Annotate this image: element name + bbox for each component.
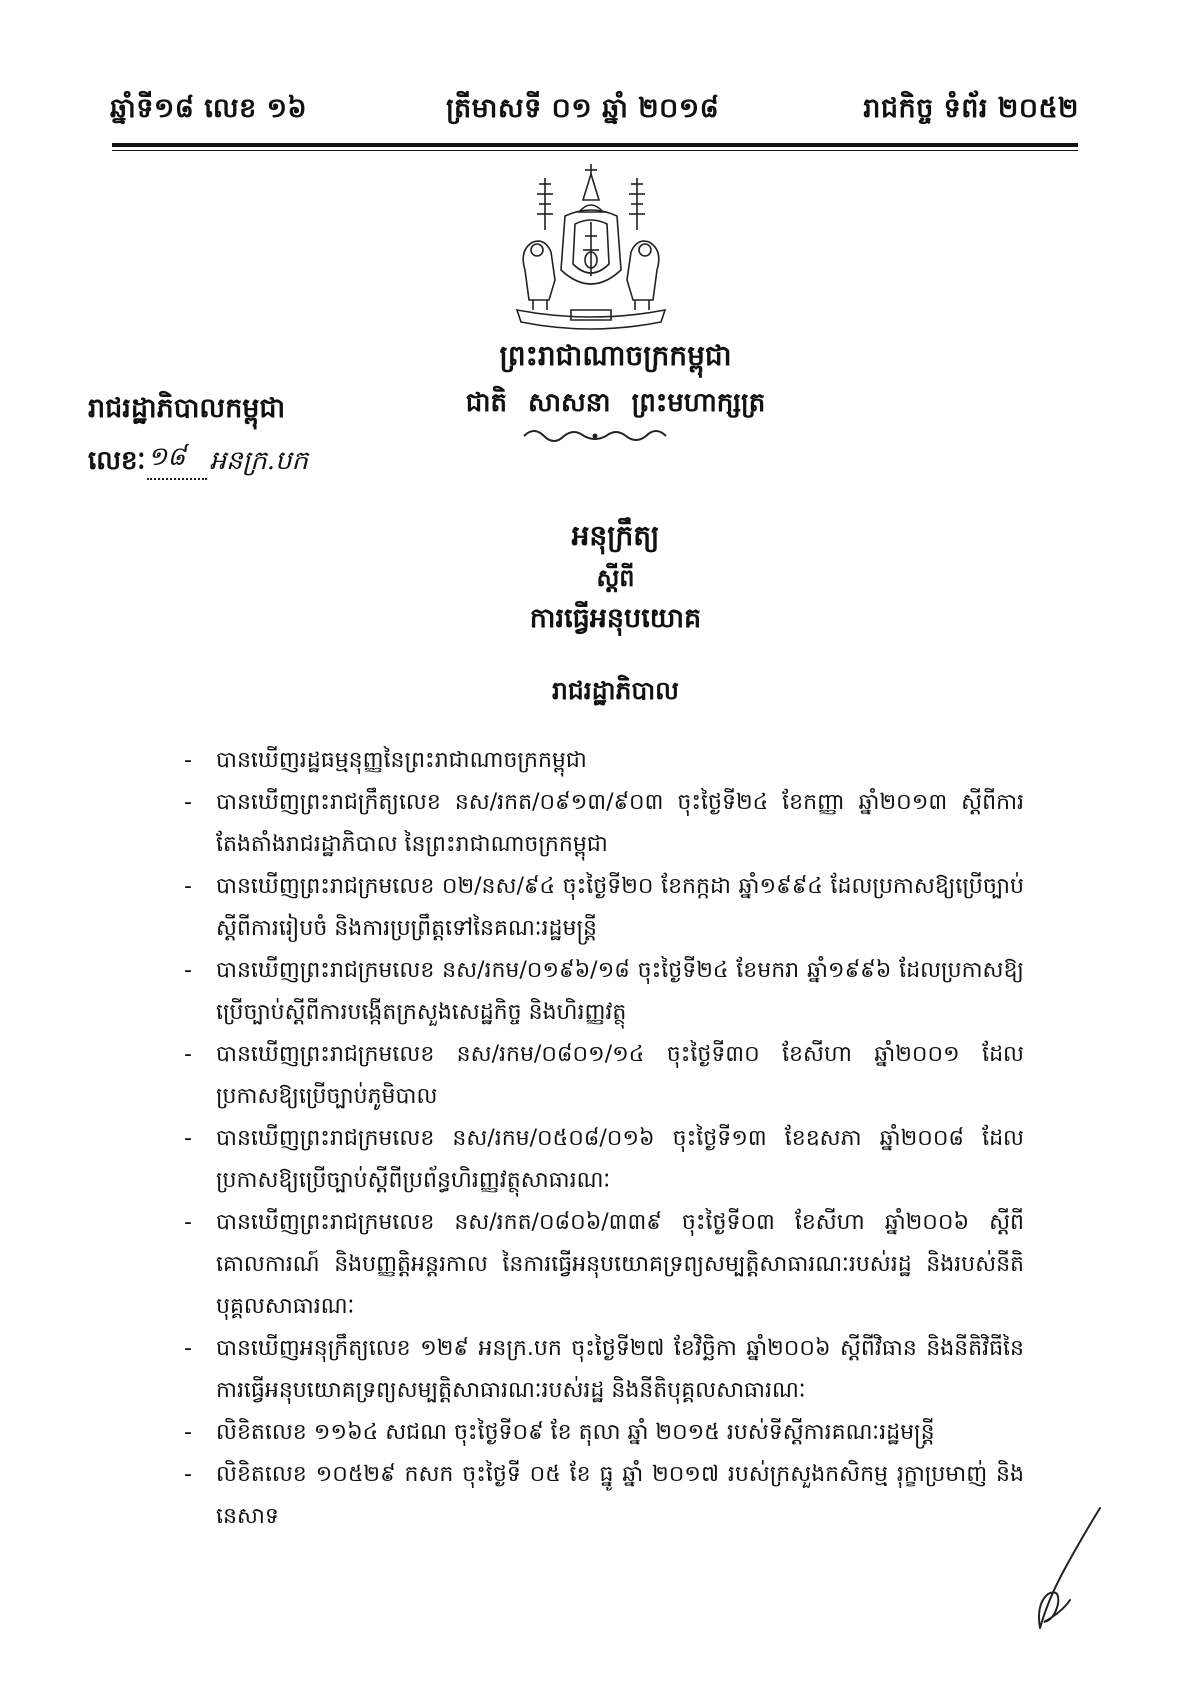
list-item: - បានឃើញអនុក្រឹត្យលេខ ១២៩ អនក្រ.បក ចុះថ្ងៃទី២៧ ខែវិច្ឆិកា ឆ្នាំ២០០៦ ស្តីពីវិធាន និងនីតិវិធីនៃការធ្វើអនុបយោគទ្រព្យសម្បត្តិសាធារណៈរបស់រដ្ឋ និងនីតិបុគ្គលសាធារណៈ [184, 1328, 1024, 1412]
kingdom-name: ព្រះរាជាណាចក្រកម្ពុជា [499, 339, 732, 372]
list-item: - បានឃើញព្រះរាជក្រមលេខ នស/រកម/០៨០១/១៤ ចុះថ្ងៃទី៣០ ខែសីហា ឆ្នាំ២០០១ ដែលប្រកាសឱ្យប្រើច្បាប់ភូមិបាល [184, 1034, 1024, 1118]
list-item: - បានឃើញរដ្ឋធម្មនុញ្ញនៃព្រះរាជាណាចក្រកម្ពុជា [184, 740, 1024, 782]
gazette-quarter: ត្រីមាសទី ០១ ឆ្នាំ ២០១៨ [446, 93, 720, 124]
considerations-list [184, 740, 1024, 1538]
reference-number-row [88, 440, 308, 482]
list-item: - បានឃើញព្រះរាជក្រមលេខ នស/រកម/០១៩៦/១៨ ចុះថ្ងៃទី២៤ ខែមករា ឆ្នាំ១៩៩៦ ដែលប្រកាសឱ្យប្រើច្បាប់ស្តីពីការបង្កើតក្រសួងសេដ្ឋកិច្ច និងហិរញ្ញវត្ថុ [184, 950, 1024, 1034]
document-subject: ការធ្វើអនុបយោគ [529, 603, 702, 634]
document-type: អនុក្រឹត្យ [571, 519, 660, 552]
reference-dotted-line [147, 440, 207, 480]
reference-suffix: អនក្រ.បក [209, 446, 308, 476]
reference-label: លេខៈ [88, 446, 146, 476]
list-item: - លិខិតលេខ ១១៦៤ សជណ ចុះថ្ងៃទី០៩ ខែ តុលា ឆ្នាំ ២០១៥ របស់ទីស្តីការគណៈរដ្ឋមន្ត្រី [184, 1412, 1024, 1454]
list-item: - បានឃើញព្រះរាជក្រឹត្យលេខ នស/រកត/០៩១៣/៩០៣ ចុះថ្ងៃទី២៤ ខែកញ្ញា ឆ្នាំ២០១៣ ស្តីពីការតែងតាំងរាជរដ្ឋាភិបាល នៃព្រះរាជាណាចក្រកម្ពុជា [184, 782, 1024, 866]
reference-number: ១៨ [147, 442, 186, 472]
enacting-authority: រាជរដ្ឋាភិបាល [552, 676, 679, 705]
national-motto: ជាតិ សាសនា ព្រះមហាក្សត្រ [465, 388, 766, 418]
royal-coat-of-arms-icon [505, 160, 677, 330]
list-item: - បានឃើញព្រះរាជក្រមលេខ នស/រកម/០៥០៨/០១៦ ចុះថ្ងៃទី១៣ ខែឧសភា ឆ្នាំ២០០៨ ដែលប្រកាសឱ្យប្រើច្បាប់ស្តីពីប្រព័ន្ធហិរញ្ញវត្ថុសាធារណៈ [184, 1118, 1024, 1202]
decorative-ornament-icon [520, 424, 670, 444]
document-about: ស្តីពី [596, 564, 635, 592]
gazette-page-number: រាជកិច្ច ទំព័រ ២០៥២ [863, 93, 1079, 124]
list-item: - បានឃើញព្រះរាជក្រមលេខ ០២/នស/៩៤ ចុះថ្ងៃទី២០ ខែកក្កដា ឆ្នាំ១៩៩៤ ដែលប្រកាសឱ្យប្រើច្បាប់ ស្តីពីការរៀបចំ និងការប្រព្រឹត្តទៅនៃគណៈរដ្ឋមន្ត្រី [184, 866, 1024, 950]
list-item: - បានឃើញព្រះរាជក្រមលេខ នស/រកត/០៨០៦/៣៣៩ ចុះថ្ងៃទី០៣ ខែសីហា ឆ្នាំ២០០៦ ស្តីពីគោលការណ៍ និងបញ្ញត្តិអន្តរកាល នៃការធ្វើអនុបយោគទ្រព្យសម្បត្តិសាធារណៈរបស់រដ្ឋ និងរបស់នីតិបុគ្គលសាធារណៈ [184, 1202, 1024, 1328]
header-rule-thick [112, 143, 1078, 147]
handwritten-signature-icon [1018, 1504, 1108, 1634]
issuing-authority: រាជរដ្ឋាភិបាលកម្ពុជា [88, 393, 286, 424]
list-item: - លិខិតលេខ ១០៥២៩ កសក ចុះថ្ងៃទី ០៥ ខែ ធ្នូ ឆ្នាំ ២០១៧ របស់ក្រសួងកសិកម្ម រុក្ខាប្រមាញ់ និងនេសាទ [184, 1454, 1024, 1538]
gazette-issue: ឆ្នាំទី១៨ លេខ ១៦ [110, 93, 308, 124]
header-rule-thin [112, 150, 1078, 151]
